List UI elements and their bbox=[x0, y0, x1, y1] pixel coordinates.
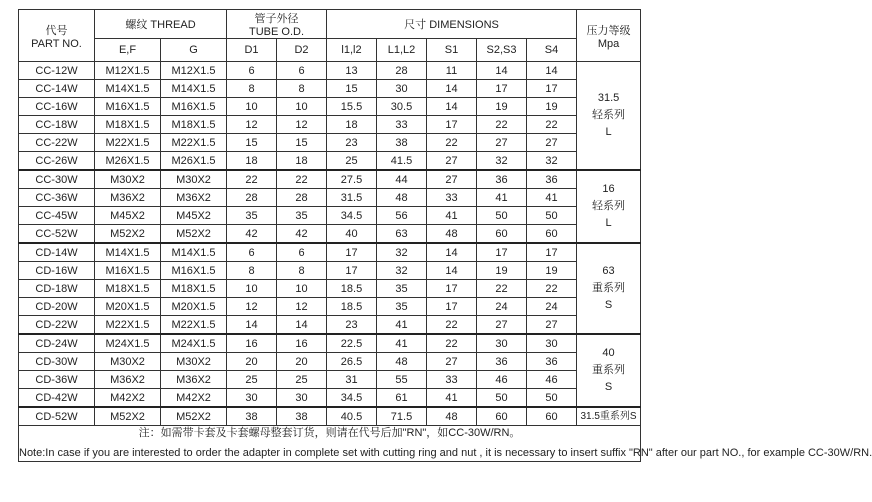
value-cell: 18.5 bbox=[327, 298, 377, 316]
table-row bbox=[19, 371, 641, 389]
value-cell: 42 bbox=[227, 225, 277, 244]
value-cell: M22X1.5 bbox=[95, 316, 161, 335]
value-cell: 36 bbox=[527, 170, 577, 189]
subheader-cell: D2 bbox=[277, 39, 327, 62]
subheader-cell: l1,l2 bbox=[327, 39, 377, 62]
value-cell: 8 bbox=[227, 262, 277, 280]
value-cell: 32 bbox=[527, 152, 577, 171]
value-cell: M30X2 bbox=[95, 170, 161, 189]
value-cell: 41 bbox=[527, 189, 577, 207]
value-cell: 23 bbox=[327, 316, 377, 335]
header-tube-cn: 管子外径 bbox=[254, 13, 299, 25]
value-cell: 6 bbox=[277, 243, 327, 262]
value-cell: 30 bbox=[377, 80, 427, 98]
value-cell: 50 bbox=[477, 207, 527, 225]
value-cell: 10 bbox=[277, 98, 327, 116]
value-cell: 14 bbox=[227, 316, 277, 335]
value-cell: 46 bbox=[527, 371, 577, 389]
value-cell: 18 bbox=[277, 152, 327, 171]
value-cell: 12 bbox=[227, 116, 277, 134]
table-row bbox=[19, 98, 641, 116]
value-cell: 22 bbox=[427, 334, 477, 353]
value-cell: 34.5 bbox=[327, 207, 377, 225]
value-cell: 33 bbox=[377, 116, 427, 134]
value-cell: 22 bbox=[527, 280, 577, 298]
table-row bbox=[19, 62, 641, 80]
value-cell: 46 bbox=[477, 371, 527, 389]
table-row bbox=[19, 170, 641, 189]
pressure-line: 63 bbox=[602, 265, 615, 277]
part-number-cell: CD-24W bbox=[19, 334, 95, 353]
value-cell: 17 bbox=[427, 280, 477, 298]
value-cell: M52X2 bbox=[161, 407, 227, 426]
value-cell: M14X1.5 bbox=[95, 80, 161, 98]
table-row bbox=[19, 262, 641, 280]
table-row bbox=[19, 334, 641, 353]
value-cell: 27 bbox=[527, 134, 577, 152]
value-cell: 8 bbox=[277, 262, 327, 280]
value-cell: 24 bbox=[527, 298, 577, 316]
spec-table bbox=[18, 9, 872, 462]
value-cell: M16X1.5 bbox=[161, 98, 227, 116]
value-cell: 13 bbox=[327, 62, 377, 80]
pressure-class-cell bbox=[577, 62, 641, 171]
part-number-cell: CD-18W bbox=[19, 280, 95, 298]
table-row bbox=[19, 353, 641, 371]
value-cell: 24 bbox=[477, 298, 527, 316]
value-cell: 22 bbox=[477, 280, 527, 298]
value-cell: 38 bbox=[377, 134, 427, 152]
value-cell: 19 bbox=[477, 262, 527, 280]
value-cell: 14 bbox=[277, 316, 327, 335]
value-cell: 16 bbox=[277, 334, 327, 353]
value-cell: M20X1.5 bbox=[161, 298, 227, 316]
value-cell: M52X2 bbox=[161, 225, 227, 244]
value-cell: 41 bbox=[477, 189, 527, 207]
header-tube-en: TUBE O.D. bbox=[249, 26, 305, 38]
value-cell: 28 bbox=[277, 189, 327, 207]
header-pressure-cn: 压力等级 bbox=[586, 24, 631, 37]
value-cell: 14 bbox=[477, 62, 527, 80]
value-cell: M12X1.5 bbox=[161, 62, 227, 80]
value-cell: M16X1.5 bbox=[95, 262, 161, 280]
value-cell: 42 bbox=[277, 225, 327, 244]
value-cell: 27 bbox=[427, 170, 477, 189]
value-cell: 30 bbox=[227, 389, 277, 408]
value-cell: 48 bbox=[377, 353, 427, 371]
part-number-cell: CC-16W bbox=[19, 98, 95, 116]
value-cell: 22.5 bbox=[327, 334, 377, 353]
value-cell: 14 bbox=[427, 243, 477, 262]
header-tube-od bbox=[227, 10, 327, 39]
value-cell: 44 bbox=[377, 170, 427, 189]
value-cell: 36 bbox=[527, 353, 577, 371]
value-cell: 27 bbox=[427, 152, 477, 171]
value-cell: 22 bbox=[427, 134, 477, 152]
value-cell: 31.5 bbox=[327, 189, 377, 207]
value-cell: 12 bbox=[277, 298, 327, 316]
value-cell: M18X1.5 bbox=[95, 116, 161, 134]
value-cell: 15 bbox=[277, 134, 327, 152]
part-number-cell: CD-14W bbox=[19, 243, 95, 262]
value-cell: M42X2 bbox=[95, 389, 161, 408]
header-code-cn: 代号 bbox=[45, 24, 68, 37]
value-cell: 28 bbox=[377, 62, 427, 80]
part-number-cell: CC-12W bbox=[19, 62, 95, 80]
value-cell: 17 bbox=[477, 80, 527, 98]
pressure-class-cell bbox=[577, 334, 641, 407]
value-cell: 22 bbox=[527, 116, 577, 134]
value-cell: M16X1.5 bbox=[161, 262, 227, 280]
value-cell: 16 bbox=[227, 334, 277, 353]
pressure-line: L bbox=[605, 126, 612, 138]
value-cell: 32 bbox=[377, 262, 427, 280]
part-number-cell: CD-20W bbox=[19, 298, 95, 316]
value-cell: 23 bbox=[327, 134, 377, 152]
value-cell: 60 bbox=[527, 225, 577, 244]
value-cell: 56 bbox=[377, 207, 427, 225]
pressure-line: 31.5 bbox=[597, 92, 620, 104]
pressure-line: S bbox=[604, 381, 613, 393]
value-cell: 18 bbox=[227, 152, 277, 171]
value-cell: 63 bbox=[377, 225, 427, 244]
part-number-cell: CD-52W bbox=[19, 407, 95, 426]
value-cell: 20 bbox=[227, 353, 277, 371]
value-cell: M52X2 bbox=[95, 225, 161, 244]
value-cell: M14X1.5 bbox=[161, 243, 227, 262]
value-cell: M22X1.5 bbox=[161, 316, 227, 335]
value-cell: M45X2 bbox=[95, 207, 161, 225]
pressure-class-cell bbox=[577, 243, 641, 334]
part-number-cell: CD-30W bbox=[19, 353, 95, 371]
value-cell: 22 bbox=[477, 116, 527, 134]
value-cell: 41 bbox=[377, 316, 427, 335]
value-cell: 17 bbox=[327, 243, 377, 262]
table-row bbox=[19, 298, 641, 316]
value-cell: 19 bbox=[477, 98, 527, 116]
value-cell: 30 bbox=[477, 334, 527, 353]
value-cell: 17 bbox=[527, 243, 577, 262]
value-cell: 10 bbox=[277, 280, 327, 298]
part-number-cell: CC-45W bbox=[19, 207, 95, 225]
table-row bbox=[19, 280, 641, 298]
value-cell: M52X2 bbox=[95, 407, 161, 426]
part-number-cell: CC-26W bbox=[19, 152, 95, 171]
value-cell: 35 bbox=[377, 280, 427, 298]
table-row bbox=[19, 407, 641, 426]
header-pressure bbox=[577, 10, 641, 62]
value-cell: M26X1.5 bbox=[161, 152, 227, 171]
part-number-cell: CC-30W bbox=[19, 170, 95, 189]
part-number-cell: CC-18W bbox=[19, 116, 95, 134]
header-dimensions: 尺寸 DIMENSIONS bbox=[327, 10, 577, 39]
value-cell: 11 bbox=[427, 62, 477, 80]
value-cell: 8 bbox=[227, 80, 277, 98]
value-cell: 38 bbox=[277, 407, 327, 426]
value-cell: 48 bbox=[377, 189, 427, 207]
value-cell: M22X1.5 bbox=[161, 134, 227, 152]
value-cell: 41 bbox=[427, 207, 477, 225]
table-row bbox=[19, 116, 641, 134]
value-cell: 60 bbox=[527, 407, 577, 426]
part-number-cell: CD-42W bbox=[19, 389, 95, 408]
value-cell: 22 bbox=[277, 170, 327, 189]
value-cell: M26X1.5 bbox=[95, 152, 161, 171]
subheader-cell: L1,L2 bbox=[377, 39, 427, 62]
value-cell: 15 bbox=[227, 134, 277, 152]
value-cell: 19 bbox=[527, 262, 577, 280]
part-number-cell: CC-22W bbox=[19, 134, 95, 152]
value-cell: 27 bbox=[477, 316, 527, 335]
part-number-cell: CC-52W bbox=[19, 225, 95, 244]
note-en: Note:In case if you are interested to order the adapter in complete set with cutting ring and nut , it is necessary to insert suffix "RN" after our part NO., for example CC-30W/RN. bbox=[19, 447, 872, 459]
value-cell: 12 bbox=[277, 116, 327, 134]
part-number-cell: CD-22W bbox=[19, 316, 95, 335]
value-cell: 60 bbox=[477, 407, 527, 426]
value-cell: 25 bbox=[327, 152, 377, 171]
note-cn: 注：如需带卡套及卡套螺母整套订货，则请在代号后加"RN"，如CC-30W/RN。 bbox=[138, 427, 521, 439]
value-cell: 25 bbox=[227, 371, 277, 389]
table-notes bbox=[19, 426, 872, 462]
pressure-line: 重系列 bbox=[592, 364, 626, 376]
table-header bbox=[19, 10, 641, 62]
value-cell: 48 bbox=[427, 225, 477, 244]
value-cell: M36X2 bbox=[161, 189, 227, 207]
value-cell: 8 bbox=[277, 80, 327, 98]
value-cell: M45X2 bbox=[161, 207, 227, 225]
part-number-cell: CD-16W bbox=[19, 262, 95, 280]
pressure-line: 重系列 bbox=[592, 282, 626, 294]
value-cell: 14 bbox=[427, 98, 477, 116]
value-cell: 41 bbox=[427, 389, 477, 408]
header-part-no bbox=[19, 10, 95, 62]
value-cell: 19 bbox=[527, 98, 577, 116]
value-cell: 35 bbox=[277, 207, 327, 225]
table-row bbox=[19, 207, 641, 225]
value-cell: 26.5 bbox=[327, 353, 377, 371]
value-cell: M18X1.5 bbox=[95, 280, 161, 298]
value-cell: 10 bbox=[227, 98, 277, 116]
value-cell: M36X2 bbox=[95, 189, 161, 207]
pressure-line: 40 bbox=[602, 347, 615, 359]
value-cell: 36 bbox=[477, 170, 527, 189]
value-cell: 6 bbox=[227, 62, 277, 80]
value-cell: 60 bbox=[477, 225, 527, 244]
table-row bbox=[19, 389, 641, 408]
value-cell: 22 bbox=[427, 316, 477, 335]
value-cell: M30X2 bbox=[161, 170, 227, 189]
value-cell: 27.5 bbox=[327, 170, 377, 189]
part-number-cell: CC-14W bbox=[19, 80, 95, 98]
subheader-cell: S2,S3 bbox=[477, 39, 527, 62]
value-cell: 33 bbox=[427, 371, 477, 389]
value-cell: 41 bbox=[377, 334, 427, 353]
value-cell: M14X1.5 bbox=[95, 243, 161, 262]
pressure-line: 轻系列 bbox=[592, 109, 626, 121]
part-number-cell: CC-36W bbox=[19, 189, 95, 207]
value-cell: M36X2 bbox=[95, 371, 161, 389]
header-code-en: PART NO. bbox=[31, 37, 82, 50]
value-cell: 22 bbox=[227, 170, 277, 189]
value-cell: 40 bbox=[327, 225, 377, 244]
value-cell: M24X1.5 bbox=[95, 334, 161, 353]
value-cell: M16X1.5 bbox=[95, 98, 161, 116]
value-cell: M30X2 bbox=[161, 353, 227, 371]
value-cell: 32 bbox=[477, 152, 527, 171]
value-cell: 30 bbox=[277, 389, 327, 408]
pressure-line: 轻系列 bbox=[592, 200, 626, 212]
value-cell: 17 bbox=[427, 116, 477, 134]
pressure-line: 31.5重系列S bbox=[580, 411, 637, 422]
value-cell: 35 bbox=[227, 207, 277, 225]
value-cell: 12 bbox=[227, 298, 277, 316]
value-cell: 30 bbox=[527, 334, 577, 353]
value-cell: 17 bbox=[477, 243, 527, 262]
value-cell: 55 bbox=[377, 371, 427, 389]
value-cell: 32 bbox=[377, 243, 427, 262]
value-cell: 15 bbox=[327, 80, 377, 98]
value-cell: 28 bbox=[227, 189, 277, 207]
value-cell: 18.5 bbox=[327, 280, 377, 298]
part-number-cell: CD-36W bbox=[19, 371, 95, 389]
table-row bbox=[19, 80, 641, 98]
value-cell: 41.5 bbox=[377, 152, 427, 171]
value-cell: M42X2 bbox=[161, 389, 227, 408]
subheader-cell: S1 bbox=[427, 39, 477, 62]
pressure-line: S bbox=[604, 299, 613, 311]
value-cell: 20 bbox=[277, 353, 327, 371]
value-cell: 14 bbox=[427, 80, 477, 98]
value-cell: 27 bbox=[427, 353, 477, 371]
value-cell: 50 bbox=[527, 389, 577, 408]
subheader-cell: S4 bbox=[527, 39, 577, 62]
value-cell: 27 bbox=[527, 316, 577, 335]
value-cell: M36X2 bbox=[161, 371, 227, 389]
value-cell: M14X1.5 bbox=[161, 80, 227, 98]
value-cell: 71.5 bbox=[377, 407, 427, 426]
value-cell: 38 bbox=[227, 407, 277, 426]
value-cell: 18 bbox=[327, 116, 377, 134]
value-cell: M22X1.5 bbox=[95, 134, 161, 152]
table-row bbox=[19, 243, 641, 262]
value-cell: 17 bbox=[327, 262, 377, 280]
subheader-cell: G bbox=[161, 39, 227, 62]
value-cell: M12X1.5 bbox=[95, 62, 161, 80]
subheader-cell: D1 bbox=[227, 39, 277, 62]
header-thread: 螺纹 THREAD bbox=[95, 10, 227, 39]
value-cell: 36 bbox=[477, 353, 527, 371]
notes-cell bbox=[19, 426, 872, 462]
pressure-class-cell bbox=[577, 170, 641, 243]
value-cell: 14 bbox=[427, 262, 477, 280]
value-cell: 14 bbox=[527, 62, 577, 80]
spec-table-container bbox=[18, 9, 872, 462]
value-cell: 50 bbox=[477, 389, 527, 408]
table-row bbox=[19, 152, 641, 171]
value-cell: M20X1.5 bbox=[95, 298, 161, 316]
pressure-line: 16 bbox=[602, 183, 615, 195]
value-cell: 10 bbox=[227, 280, 277, 298]
value-cell: 17 bbox=[527, 80, 577, 98]
value-cell: 50 bbox=[527, 207, 577, 225]
table-body bbox=[19, 62, 641, 426]
table-row bbox=[19, 134, 641, 152]
value-cell: 15.5 bbox=[327, 98, 377, 116]
subheader-cell: E,F bbox=[95, 39, 161, 62]
value-cell: M18X1.5 bbox=[161, 280, 227, 298]
value-cell: 33 bbox=[427, 189, 477, 207]
pressure-line: L bbox=[605, 217, 612, 229]
value-cell: M18X1.5 bbox=[161, 116, 227, 134]
value-cell: 61 bbox=[377, 389, 427, 408]
value-cell: 17 bbox=[427, 298, 477, 316]
value-cell: 6 bbox=[277, 62, 327, 80]
table-row bbox=[19, 189, 641, 207]
header-pressure-en: Mpa bbox=[597, 37, 620, 50]
value-cell: 48 bbox=[427, 407, 477, 426]
pressure-class-cell bbox=[577, 407, 641, 426]
value-cell: M24X1.5 bbox=[161, 334, 227, 353]
value-cell: 6 bbox=[227, 243, 277, 262]
value-cell: 40.5 bbox=[327, 407, 377, 426]
value-cell: 25 bbox=[277, 371, 327, 389]
value-cell: 34.5 bbox=[327, 389, 377, 408]
value-cell: 27 bbox=[477, 134, 527, 152]
value-cell: M30X2 bbox=[95, 353, 161, 371]
table-row bbox=[19, 225, 641, 244]
value-cell: 31 bbox=[327, 371, 377, 389]
table-row bbox=[19, 316, 641, 335]
value-cell: 30.5 bbox=[377, 98, 427, 116]
value-cell: 35 bbox=[377, 298, 427, 316]
